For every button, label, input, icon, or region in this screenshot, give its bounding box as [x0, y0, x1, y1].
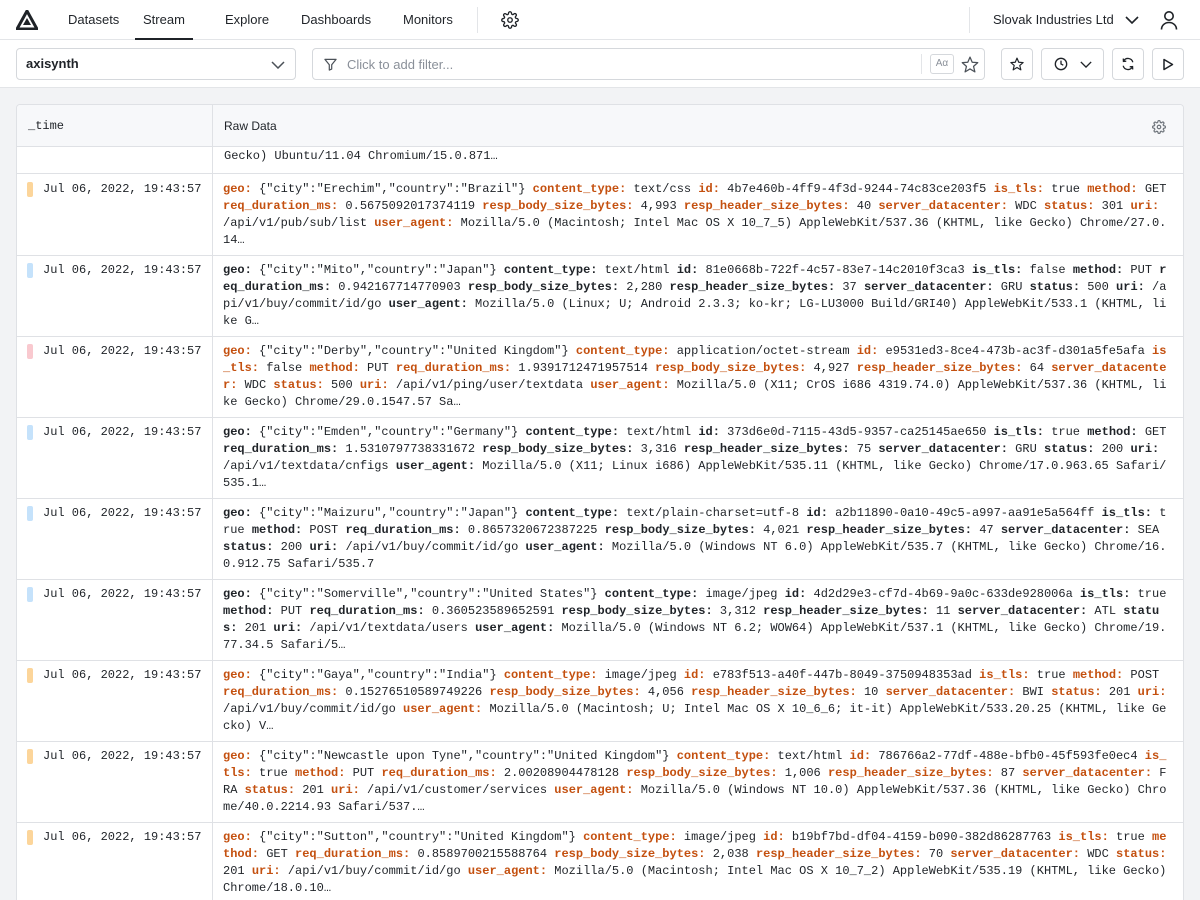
- field-key: method:: [1072, 668, 1124, 682]
- field-value: image/jpeg: [676, 830, 764, 844]
- field-key: method:: [295, 766, 346, 780]
- field-key: status:: [223, 604, 1160, 635]
- field-key: uri:: [1116, 280, 1145, 294]
- field-key: resp_body_size_bytes:: [482, 199, 634, 213]
- field-value: 3,316: [633, 442, 684, 456]
- field-value: WDC: [1007, 199, 1044, 213]
- field-value: 2,038: [705, 847, 756, 861]
- field-key: req_duration_ms:: [345, 523, 461, 537]
- field-value: {"city":"Sutton","country":"United Kingdom"}: [251, 830, 584, 844]
- field-key: server_datacenter:: [950, 847, 1081, 861]
- nav-tab-datasets[interactable]: Datasets: [68, 12, 120, 27]
- field-value: Mozilla/5.0 (Windows NT 6.2; WOW64) AppleWebKit/537.1 (KHTML, like Gecko) Chrome/19.77.34.5 Safari/5…: [223, 621, 1167, 652]
- field-key: is_tls:: [1079, 587, 1131, 601]
- time-cell: Jul 06, 2022, 19:43:57: [43, 749, 202, 763]
- table-row[interactable]: [17, 499, 1183, 580]
- field-key: geo:: [223, 425, 252, 439]
- star-icon: [1010, 57, 1024, 71]
- field-key: user_agent:: [388, 297, 468, 311]
- time-cell: Jul 06, 2022, 19:43:57: [43, 182, 202, 196]
- field-key: method:: [223, 604, 274, 618]
- query-toolbar: [0, 40, 1200, 88]
- field-key: geo:: [223, 182, 252, 196]
- raw-data-cell: [223, 262, 1173, 330]
- field-key: resp_body_size_bytes:: [467, 280, 620, 294]
- time-cell: Jul 06, 2022, 19:43:57: [43, 830, 202, 844]
- field-value: 201: [223, 864, 252, 878]
- field-value: 47: [972, 523, 1001, 537]
- table-row[interactable]: [17, 823, 1183, 900]
- field-key: server_datacenter:: [885, 685, 1016, 699]
- field-value: 81e0668b-722f-4c57-83e7-14c2010f3ca3: [698, 263, 972, 277]
- field-key: resp_body_size_bytes:: [554, 847, 706, 861]
- star-icon[interactable]: [960, 54, 980, 74]
- row-severity-marker: [27, 182, 33, 197]
- field-value: 200: [1094, 442, 1131, 456]
- field-key: method:: [251, 523, 303, 537]
- field-value: /api/v1/buy/commit/id/go: [223, 702, 404, 716]
- field-key: is_tls:: [223, 749, 1167, 780]
- saved-queries-button[interactable]: [1001, 48, 1033, 80]
- field-key: status:: [1044, 199, 1095, 213]
- field-key: id:: [856, 344, 879, 358]
- field-key: server_datacenter:: [223, 361, 1167, 392]
- field-key: status:: [223, 540, 274, 554]
- field-value: GET: [1137, 425, 1167, 439]
- field-key: status:: [273, 378, 324, 392]
- field-key: resp_body_size_bytes:: [626, 766, 778, 780]
- field-value: 201: [237, 621, 274, 635]
- field-value: a2b11890-0a10-49c5-a997-aa91e5a564ff: [827, 506, 1102, 520]
- field-key: uri:: [359, 378, 389, 392]
- field-value: 2,280: [619, 280, 670, 294]
- filter-input[interactable]: [347, 53, 917, 75]
- field-key: uri:: [273, 621, 303, 635]
- field-value: 10: [856, 685, 886, 699]
- clock-icon: [1054, 57, 1068, 71]
- field-key: is_tls:: [223, 344, 1167, 375]
- table-header: [17, 105, 1183, 147]
- field-value: WDC: [237, 378, 274, 392]
- field-value: 1,006: [777, 766, 828, 780]
- run-query-button[interactable]: [1152, 48, 1184, 80]
- column-header-raw-data[interactable]: Raw Data: [224, 119, 277, 133]
- field-key: geo:: [223, 263, 252, 277]
- field-key: content_type:: [525, 425, 620, 439]
- field-key: req_duration_ms:: [223, 685, 339, 699]
- field-value: true: [1029, 668, 1073, 682]
- field-value: 0.360523589652591: [424, 604, 562, 618]
- field-key: geo:: [223, 506, 252, 520]
- field-value: GET: [259, 847, 296, 861]
- field-value: SEA: [1130, 523, 1160, 537]
- table-settings-gear-icon[interactable]: [1151, 119, 1167, 135]
- raw-data-cell: Gecko) Ubuntu/11.04 Chromium/15.0.871…: [224, 149, 498, 163]
- field-key: geo:: [223, 344, 252, 358]
- field-value: {"city":"Somerville","country":"United States"}: [251, 587, 605, 601]
- table-row[interactable]: [17, 661, 1183, 742]
- field-value: 0.8657320672387225: [460, 523, 605, 537]
- raw-data-cell: [223, 586, 1173, 654]
- field-value: 500: [1080, 280, 1117, 294]
- field-key: user_agent:: [374, 216, 454, 230]
- field-value: {"city":"Emden","country":"Germany"}: [251, 425, 526, 439]
- field-value: text/html: [770, 749, 850, 763]
- field-value: FRA: [223, 766, 1167, 797]
- field-key: content_type:: [676, 749, 771, 763]
- field-value: 0.8589700215588764: [410, 847, 555, 861]
- field-key: resp_header_size_bytes:: [669, 280, 836, 294]
- field-key: req_duration_ms:: [223, 442, 339, 456]
- table-row[interactable]: [17, 256, 1183, 337]
- field-value: true: [1044, 182, 1088, 196]
- field-key: uri:: [1130, 442, 1160, 456]
- field-value: /api/v1/pub/sub/list: [223, 216, 375, 230]
- field-value: image/jpeg: [698, 587, 785, 601]
- raw-data-cell: [223, 667, 1173, 735]
- raw-data-cell: [223, 424, 1173, 492]
- refresh-icon: [1121, 57, 1135, 71]
- field-value: true: [223, 506, 1167, 537]
- field-value: 4d2d29e3-cf7d-4b69-9a0c-633de928006a: [806, 587, 1080, 601]
- field-value: {"city":"Gaya","country":"India"}: [251, 668, 504, 682]
- field-key: id:: [806, 506, 828, 520]
- refresh-button[interactable]: [1112, 48, 1144, 80]
- field-value: 201: [295, 783, 332, 797]
- field-key: content_type:: [575, 344, 670, 358]
- field-value: GRU: [1007, 442, 1044, 456]
- field-key: content_type:: [583, 830, 677, 844]
- field-key: method:: [309, 361, 360, 375]
- field-value: /api/v1/textdata/users: [302, 621, 476, 635]
- field-key: req_duration_ms:: [395, 361, 512, 375]
- user-account-icon[interactable]: [1158, 9, 1180, 31]
- field-key: status:: [244, 783, 296, 797]
- field-key: resp_body_size_bytes:: [561, 604, 713, 618]
- field-key: status:: [1044, 442, 1095, 456]
- field-key: resp_header_size_bytes:: [827, 766, 994, 780]
- field-value: 201: [1101, 685, 1138, 699]
- raw-data-cell: [223, 343, 1173, 411]
- field-key: req_duration_ms:: [223, 263, 1167, 294]
- field-key: content_type:: [525, 506, 620, 520]
- axiom-logo-icon[interactable]: [16, 10, 38, 30]
- results-table: [16, 104, 1184, 900]
- nav-tab-stream[interactable]: Stream: [135, 0, 193, 40]
- field-key: method:: [223, 830, 1167, 861]
- field-value: {"city":"Mito","country":"Japan"}: [251, 263, 504, 277]
- table-row[interactable]: [17, 418, 1183, 499]
- field-key: resp_body_size_bytes:: [655, 361, 807, 375]
- field-value: /api/v1/buy/commit/id/go: [280, 864, 468, 878]
- field-value: 4,993: [633, 199, 684, 213]
- field-value: GRU: [993, 280, 1030, 294]
- field-key: is_tls:: [993, 425, 1044, 439]
- field-key: server_datacenter:: [878, 442, 1008, 456]
- field-key: id:: [698, 182, 720, 196]
- field-value: 4b7e460b-4ff9-4f3d-9244-74c83ce203f5: [719, 182, 994, 196]
- field-value: Mozilla/5.0 (Windows NT 6.0) AppleWebKit/535.7 (KHTML, like Gecko) Chrome/16.0.912.75 Safari/535.7: [223, 540, 1167, 571]
- field-value: {"city":"Newcastle upon Tyne","country":"United Kingdom"}: [251, 749, 677, 763]
- field-key: status:: [1029, 280, 1081, 294]
- field-value: 0.15276510589749226: [338, 685, 490, 699]
- nav-tab-monitors[interactable]: Monitors: [403, 12, 453, 27]
- field-value: 87: [993, 766, 1023, 780]
- field-value: image/jpeg: [597, 668, 684, 682]
- table-row[interactable]: [17, 175, 1183, 256]
- field-key: server_datacenter:: [878, 199, 1008, 213]
- field-key: method:: [1087, 182, 1138, 196]
- time-cell: Jul 06, 2022, 19:43:57: [43, 587, 202, 601]
- field-value: 64: [1022, 361, 1052, 375]
- field-value: /api/v1/buy/commit/id/go: [338, 540, 526, 554]
- field-key: user_agent:: [590, 378, 670, 392]
- field-key: status:: [1051, 685, 1102, 699]
- case-sensitive-toggle[interactable]: Aα: [930, 54, 954, 74]
- row-severity-marker: [27, 263, 33, 278]
- field-key: id:: [683, 668, 706, 682]
- field-value: /api/v1/ping/user/textdata: [388, 378, 591, 392]
- field-value: Mozilla/5.0 (Windows NT 10.0) AppleWebKit/537.36 (KHTML, like Gecko) Chrome/40.0.2214.93 Safari/537.…: [223, 783, 1167, 814]
- raw-data-cell: [223, 748, 1173, 816]
- field-key: is_tls:: [971, 263, 1023, 277]
- field-key: uri:: [1137, 685, 1167, 699]
- field-key: user_agent:: [475, 621, 555, 635]
- table-row[interactable]: [17, 148, 1183, 174]
- chevron-down-icon: [271, 61, 285, 69]
- raw-data-cell: [223, 181, 1173, 249]
- field-value: 75: [849, 442, 879, 456]
- field-value: PUT: [359, 361, 396, 375]
- field-key: uri:: [309, 540, 339, 554]
- field-value: text/html: [597, 263, 677, 277]
- field-key: method:: [1087, 425, 1138, 439]
- field-value: 11: [928, 604, 958, 618]
- nav-tab-dashboards[interactable]: Dashboards: [301, 12, 372, 27]
- field-key: resp_header_size_bytes:: [763, 604, 929, 618]
- field-value: e9531ed3-8ce4-473b-ac3f-d301a5fe5afa: [878, 344, 1152, 358]
- field-value: PUT: [345, 766, 382, 780]
- field-key: user_agent:: [525, 540, 605, 554]
- row-severity-marker: [27, 668, 33, 683]
- field-value: 200: [273, 540, 310, 554]
- field-key: geo:: [223, 668, 252, 682]
- field-key: is_tls:: [1101, 506, 1153, 520]
- field-key: id:: [849, 749, 872, 763]
- field-key: content_type:: [503, 668, 598, 682]
- field-value: PUT: [1123, 263, 1160, 277]
- org-switcher[interactable]: Slovak Industries Ltd: [993, 12, 1114, 27]
- raw-data-cell: [223, 829, 1173, 897]
- table-row[interactable]: [17, 742, 1183, 823]
- field-value: 3,312: [712, 604, 764, 618]
- field-value: 0.5675092017374119: [338, 199, 483, 213]
- field-value: PUT: [273, 604, 310, 618]
- field-key: server_datacenter:: [1000, 523, 1131, 537]
- field-key: user_agent:: [467, 864, 548, 878]
- field-key: is_tls:: [993, 182, 1044, 196]
- filter-bar[interactable]: [312, 48, 985, 80]
- field-value: 2.00208904478128: [496, 766, 627, 780]
- field-key: id:: [763, 830, 785, 844]
- field-value: Mozilla/5.0 (X11; Linux i686) AppleWebKit/535.11 (KHTML, like Gecko) Chrome/17.0.963.65 Safari/535.1…: [223, 459, 1167, 490]
- field-key: resp_header_size_bytes:: [691, 685, 857, 699]
- field-value: e783f513-a40f-447b-8049-3750948353ad: [705, 668, 980, 682]
- field-value: application/octet-stream: [669, 344, 857, 358]
- field-key: server_datacenter:: [863, 280, 994, 294]
- field-key: content_type:: [532, 182, 627, 196]
- nav-divider: [969, 7, 970, 33]
- field-key: resp_body_size_bytes:: [482, 442, 634, 456]
- field-value: 500: [323, 378, 360, 392]
- field-value: true: [1108, 830, 1153, 844]
- field-value: true: [251, 766, 296, 780]
- field-key: content_type:: [503, 263, 598, 277]
- row-severity-marker: [27, 830, 33, 845]
- filter-divider: [921, 54, 922, 74]
- field-value: 70: [921, 847, 951, 861]
- field-key: resp_body_size_bytes:: [489, 685, 641, 699]
- field-value: true: [1044, 425, 1088, 439]
- field-value: 4,927: [806, 361, 857, 375]
- field-value: GET: [1137, 182, 1167, 196]
- field-value: 373d6e0d-7115-43d5-9357-ca25145ae650: [719, 425, 994, 439]
- column-divider: [212, 105, 213, 900]
- top-nav: [0, 0, 1200, 40]
- table-row[interactable]: [17, 337, 1183, 418]
- field-value: Mozilla/5.0 (Macintosh; Intel Mac OS X 10_7_2) AppleWebKit/535.19 (KHTML, like Gecko) Chrome/18.0.10…: [223, 864, 1167, 895]
- field-value: POST: [302, 523, 346, 537]
- field-value: text/html: [619, 425, 699, 439]
- field-key: content_type:: [604, 587, 699, 601]
- field-key: server_datacenter:: [1022, 766, 1153, 780]
- field-key: is_tls:: [979, 668, 1030, 682]
- time-cell: Jul 06, 2022, 19:43:57: [43, 668, 202, 682]
- field-key: is_tls:: [1058, 830, 1109, 844]
- field-key: resp_header_size_bytes:: [806, 523, 972, 537]
- field-value: false: [259, 361, 310, 375]
- field-key: req_duration_ms:: [295, 847, 411, 861]
- field-key: uri:: [251, 864, 281, 878]
- time-range-button[interactable]: [1041, 48, 1104, 80]
- field-value: /api/v1/customer/services: [359, 783, 555, 797]
- field-key: resp_header_size_bytes:: [856, 361, 1023, 375]
- row-severity-marker: [27, 749, 33, 764]
- field-value: 301: [1094, 199, 1131, 213]
- field-value: Mozilla/5.0 (Macintosh; Intel Mac OS X 10_7_5) AppleWebKit/537.36 (KHTML, like Gecko) Chrome/27.0.14…: [223, 216, 1167, 247]
- field-value: {"city":"Derby","country":"United Kingdom"}: [251, 344, 576, 358]
- field-value: 1.5310797738331672: [338, 442, 483, 456]
- field-key: geo:: [223, 587, 252, 601]
- field-value: 786766a2-77df-488e-bfb0-45f593fe0ec4: [871, 749, 1145, 763]
- field-key: id:: [698, 425, 720, 439]
- raw-data-cell: [223, 505, 1173, 573]
- field-key: user_agent:: [554, 783, 634, 797]
- field-value: 37: [835, 280, 864, 294]
- settings-gear-icon[interactable]: [499, 9, 521, 31]
- field-key: geo:: [223, 749, 252, 763]
- time-cell: Jul 06, 2022, 19:43:57: [43, 263, 202, 277]
- field-key: resp_header_size_bytes:: [683, 199, 850, 213]
- field-value: b19bf7bd-df04-4159-b090-382d86287763: [784, 830, 1059, 844]
- table-body[interactable]: [17, 148, 1183, 900]
- filter-funnel-icon: [324, 58, 337, 71]
- field-value: text/css: [626, 182, 699, 196]
- field-value: true: [1130, 587, 1167, 601]
- field-value: 4,056: [640, 685, 692, 699]
- field-key: status:: [1116, 847, 1167, 861]
- field-key: resp_header_size_bytes:: [755, 847, 922, 861]
- field-value: {"city":"Erechim","country":"Brazil"}: [251, 182, 533, 196]
- field-key: req_duration_ms:: [223, 199, 339, 213]
- table-row[interactable]: [17, 580, 1183, 661]
- row-severity-marker: [27, 425, 33, 440]
- field-value: 4,021: [755, 523, 807, 537]
- row-severity-marker: [27, 506, 33, 521]
- time-cell: Jul 06, 2022, 19:43:57: [43, 344, 202, 358]
- field-key: user_agent:: [403, 702, 483, 716]
- field-value: BWI: [1015, 685, 1052, 699]
- row-severity-marker: [27, 587, 33, 602]
- field-value: false: [1022, 263, 1073, 277]
- field-value: Mozilla/5.0 (X11; CrOS i686 4319.74.0) AppleWebKit/537.36 (KHTML, like Gecko) Chrome/29.0.1547.57 Sa…: [223, 378, 1167, 409]
- play-icon: [1162, 58, 1174, 71]
- chevron-down-icon[interactable]: [1124, 13, 1140, 27]
- field-value: {"city":"Maizuru","country":"Japan"}: [251, 506, 526, 520]
- field-value: 0.942167714770903: [331, 280, 468, 294]
- field-key: req_duration_ms:: [309, 604, 425, 618]
- time-cell: Jul 06, 2022, 19:43:57: [43, 425, 202, 439]
- field-key: method:: [1072, 263, 1124, 277]
- column-header-time[interactable]: _time: [28, 119, 65, 133]
- field-value: 1.9391712471957514: [511, 361, 656, 375]
- field-key: id:: [676, 263, 699, 277]
- dataset-select[interactable]: [16, 48, 296, 80]
- nav-divider: [477, 7, 478, 33]
- field-value: WDC: [1080, 847, 1117, 861]
- field-value: ATL: [1087, 604, 1124, 618]
- nav-tab-explore[interactable]: Explore: [225, 12, 270, 27]
- field-key: server_datacenter:: [957, 604, 1088, 618]
- field-key: resp_body_size_bytes:: [604, 523, 756, 537]
- field-key: geo:: [223, 830, 252, 844]
- field-key: req_duration_ms:: [381, 766, 497, 780]
- time-cell: Jul 06, 2022, 19:43:57: [43, 506, 202, 520]
- field-value: POST: [1123, 668, 1160, 682]
- field-key: uri:: [331, 783, 360, 797]
- dataset-select-value: axisynth: [26, 56, 79, 71]
- chevron-down-icon: [1080, 61, 1092, 68]
- field-value: 40: [849, 199, 879, 213]
- field-value: Mozilla/5.0 (Linux; U; Android 2.3.3; ko-kr; LG-LU3000 Build/GRI40) AppleWebKit/533.1 (KHTML, like G…: [223, 297, 1167, 328]
- field-key: id:: [784, 587, 807, 601]
- field-value: /api/v1/buy/commit/id/go: [223, 280, 1167, 311]
- field-key: uri:: [1130, 199, 1160, 213]
- field-key: resp_header_size_bytes:: [683, 442, 850, 456]
- row-severity-marker: [27, 344, 33, 359]
- field-value: /api/v1/textdata/cnfigs: [223, 459, 396, 473]
- field-value: Mozilla/5.0 (Macintosh; U; Intel Mac OS X 10_6_6; it-it) AppleWebKit/533.20.25 (KHTML, like Gecko) V…: [223, 702, 1167, 733]
- field-value: text/plain-charset=utf-8: [619, 506, 807, 520]
- field-key: user_agent:: [395, 459, 476, 473]
